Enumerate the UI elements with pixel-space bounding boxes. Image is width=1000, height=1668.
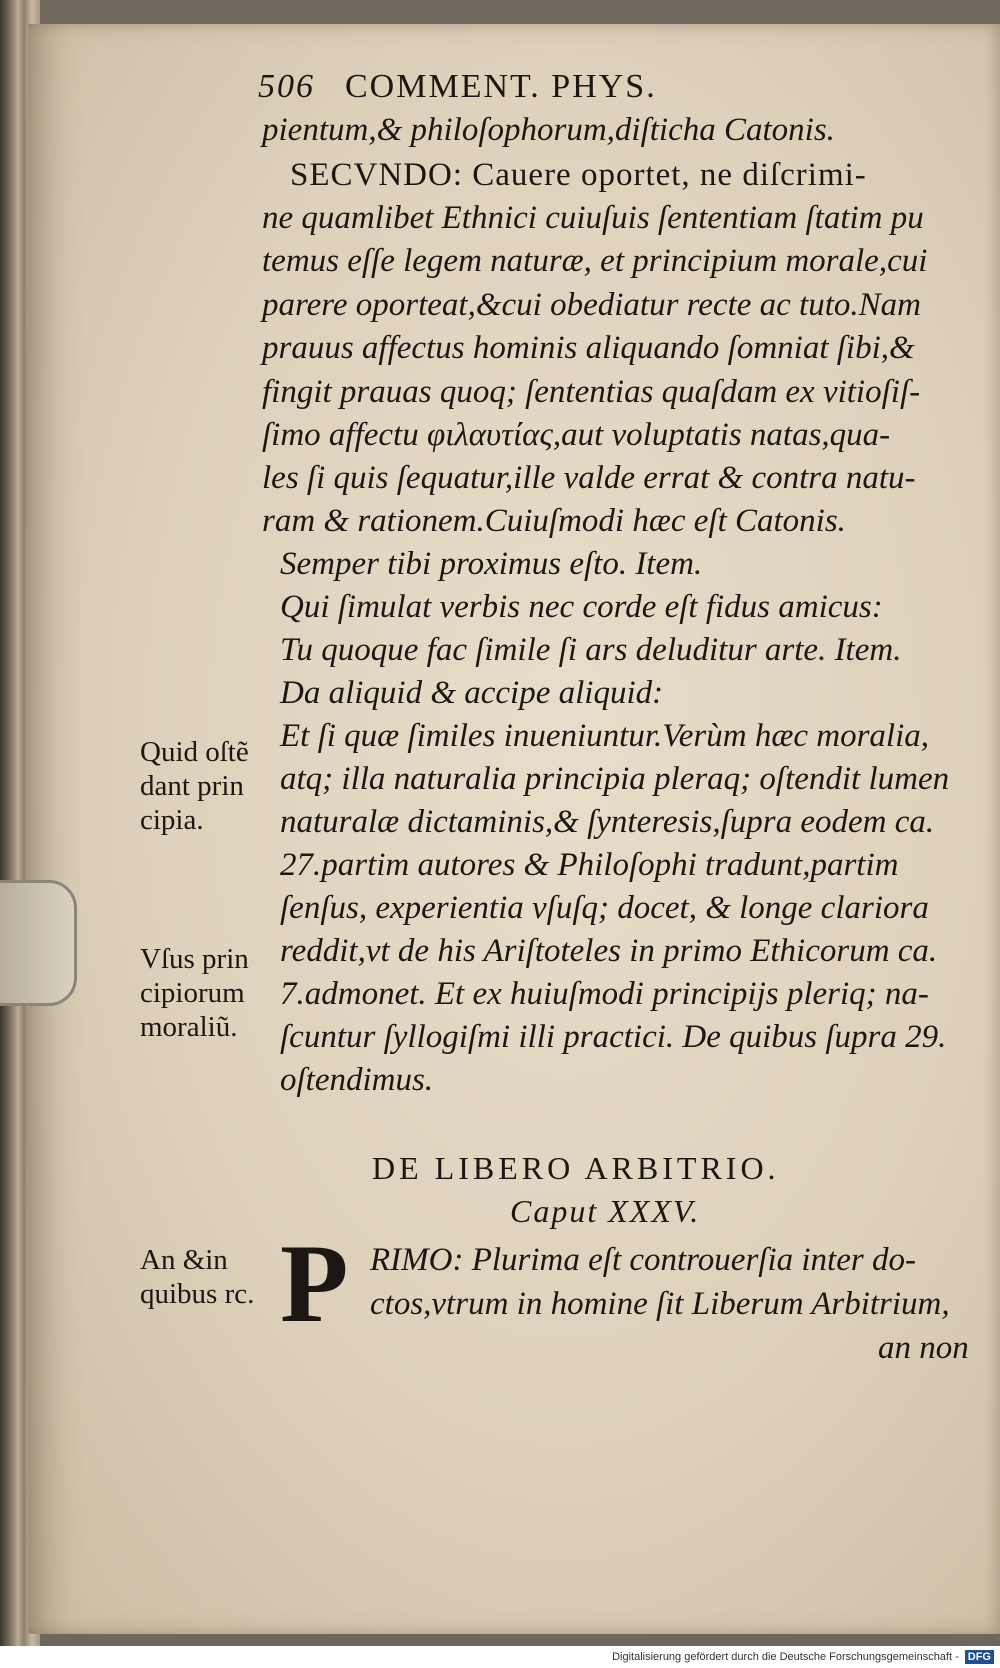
text-line: temus eſſe legem naturæ, et principium morale,cui bbox=[262, 243, 928, 279]
text-line: Qui ſimulat verbis nec corde eſt fidus amicus: bbox=[280, 589, 883, 625]
text-line: ne quamlibet Ethnici cuiuſuis ſententiam ſtatim pu bbox=[262, 200, 924, 236]
text-line: reddit,vt de his Ariſtoteles in primo Ethicorum ca. bbox=[280, 933, 938, 969]
margin-note: Vſus prin cipiorum moraliũ. bbox=[140, 943, 249, 1043]
digitization-footer bbox=[0, 1646, 1000, 1668]
page-number: 506 bbox=[258, 68, 315, 105]
text-line: atq; illa naturalia principia pleraq; oſtendit lumen bbox=[280, 761, 950, 797]
text-line: ſimo affectu φιλαυτίας,aut voluptatis natas,qua- bbox=[262, 417, 891, 453]
text-line: SECVNDO: Cauere oportet, ne diſcrimi- bbox=[290, 157, 867, 193]
text-line: ſenſus, experientia vſuſq; docet, & longe clariora bbox=[280, 890, 929, 926]
dfg-logo: DFG bbox=[965, 1650, 994, 1664]
text-line: naturalæ dictaminis,& ſynteresis,ſupra eodem ca. bbox=[280, 804, 935, 840]
margin-note: Quid oſtẽ dant prin cipia. bbox=[140, 736, 249, 836]
text-line: an non bbox=[878, 1330, 969, 1366]
text-line: 7.admonet. Et ex huiuſmodi principijs pleriq; na- bbox=[280, 976, 929, 1012]
text-line: Da aliquid & accipe aliquid: bbox=[280, 675, 664, 711]
text-line: ram & rationem.Cuiuſmodi hæc eſt Catonis. bbox=[262, 503, 846, 539]
drop-cap: P bbox=[280, 1222, 349, 1346]
text-line: pientum,& philoſophorum,diſticha Catonis. bbox=[262, 112, 835, 148]
text-line: Semper tibi proximus eſto. Item. bbox=[280, 546, 703, 582]
text-line: Tu quoque fac ſimile ſi ars deluditur arte. Item. bbox=[280, 632, 902, 668]
text-line: parere oporteat,&cui obediatur recte ac tuto.Nam bbox=[262, 287, 921, 323]
footer-credit: Digitalisierung gefördert durch die Deutsche Forschungsgemeinschaft - bbox=[612, 1651, 959, 1663]
book-clasp bbox=[0, 880, 77, 1006]
text-line: fingit prauas quoq; ſententias quaſdam ex vitioſiſ- bbox=[262, 374, 921, 410]
chapter-title: DE LIBERO ARBITRIO. bbox=[372, 1150, 780, 1186]
running-title: COMMENT. PHYS. bbox=[345, 68, 657, 105]
text-line: 27.partim autores & Philoſophi tradunt,partim bbox=[280, 847, 899, 883]
text-line: prauus affectus hominis aliquando ſomniat ſibi,& bbox=[262, 330, 915, 366]
text-line: oſtendimus. bbox=[280, 1062, 434, 1098]
chapter-subtitle: Caput XXXV. bbox=[510, 1193, 701, 1229]
running-header bbox=[258, 68, 818, 106]
text-line: ſcuntur ſyllogiſmi illi practici. De quibus ſupra 29. bbox=[280, 1019, 947, 1055]
text-line: Et ſi quæ ſimiles inueniuntur.Verùm hæc moralia, bbox=[280, 718, 929, 754]
text-line: les ſi quis ſequatur,ille valde errat & contra natu- bbox=[262, 460, 916, 496]
margin-note: An &in quibus rc. bbox=[140, 1244, 255, 1310]
text-line: ctos,vtrum in homine ſit Liberum Arbitrium, bbox=[370, 1286, 950, 1322]
text-line: RIMO: Plurima eſt controuerſia inter do- bbox=[370, 1242, 916, 1278]
